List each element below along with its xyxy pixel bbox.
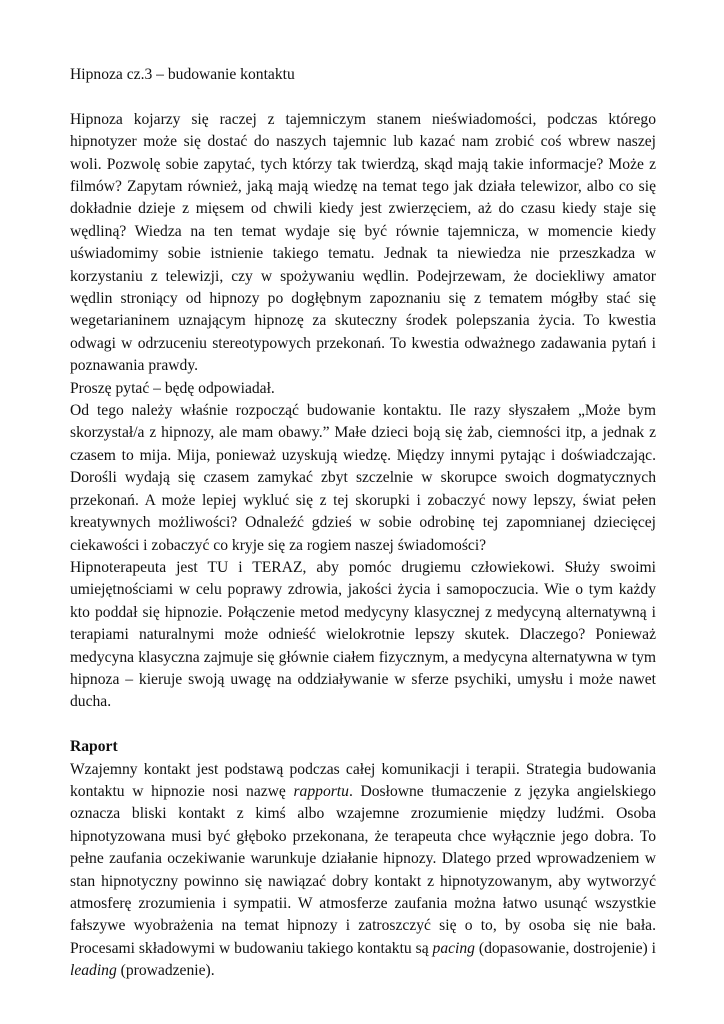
term-leading: leading [70, 962, 117, 980]
paragraph-raport [70, 759, 656, 983]
section-heading-raport: Raport [70, 738, 118, 756]
paragraph-ask: Proszę pytać – będę odpowiadał. [70, 379, 275, 397]
spacer [70, 714, 656, 736]
term-rapport: rapportu [293, 782, 349, 800]
document-page [70, 64, 656, 983]
document-title: Hipnoza cz.3 – budowanie kontaktu [70, 66, 295, 83]
spacer [70, 86, 656, 108]
raport-text-2: . Dosłowne tłumaczenie z języka angielskiego oznacza bliski kontakt z kimś albo wzajemne zrozumienie między ludźmi. Osoba hipnotyzowana musi być głęboko przekonana, że terapeuta chce wyłącznie jego dobra. To pełne zaufania oczekiwanie warunkuje działanie hipnozy. Dlatego przed wprowadzeniem w stan hipnotyczny powinno się nawiązać dobry kontakt z hipnotyzowanym, aby wytworzyć atmosferę zrozumienia i sympatii. W atmosferze zaufania można łatwo usunąć wszystkie fałszywe wyobrażenia na temat hipnozy i zatroszczyć się o to, by osoba się nie bała. Procesami składowymi w budowaniu takiego kontaktu są [70, 782, 656, 957]
paragraph-hypnotherapist: Hipnoterapeuta jest TU i TERAZ, aby pomóc drugiemu człowiekowi. Służy swoimi umiejętnościami w celu poprawy zdrowia, jakości życia i samopoczucia. Wie o tym każdy kto poddał się hipnozie. Połączenie metod medycyny klasycznej z medycyną alternatywną i terapiami naturalnymi może odnieść wielokrotnie lepszy skutek. Dlaczego? Ponieważ medycyna klasyczna zajmuje się głównie ciałem fizycznym, a medycyna alternatywna w tym hipnoza – kieruje swoją uwagę na oddziaływanie w sferze psychiki, umysłu i może nawet ducha. [70, 558, 656, 711]
paragraph-contact: Od tego należy właśnie rozpocząć budowanie kontaktu. Ile razy słyszałem „Może bym skorzystał/a z hipnozy, ale mam obawy.” Małe dzieci boją się żab, ciemności itp, a jednak z czasem to mija. Mija, ponieważ uzyskują wiedzę. Między innymi pytając i doświadczając. Dorośli wydają się czasem zamykać zbyt szczelnie w skorupce swoich dogmatycznych przekonań. A może lepiej wykluć się z tej skorupki i zobaczyć nowy lepszy, świat pełen kreatywnych możliwości? Odnaleźć gdzieś w sobie odrobinę tej zapomnianej dziecięcej ciekawości i zobaczyć co kryje się za rogiem naszej świadomości? [70, 402, 656, 554]
term-pacing: pacing [432, 939, 475, 957]
raport-text-3: (dopasowanie, dostrojenie) i [474, 939, 656, 957]
raport-text-4: (prowadzenie). [116, 962, 215, 980]
paragraph-intro: Hipnoza kojarzy się raczej z tajemniczym stanem nieświadomości, podczas którego hipnotyzer może się dostać do naszych tajemnic lub kazać nam zrobić coś wbrew naszej woli. Pozwolę sobie zapytać, tych którzy tak twierdzą, skąd mają takie informacje? Może z filmów? Zapytam również, jaką mają wiedzę na temat tego jak działa telewizor, albo co się dokładnie dzieje z mięsem od chwili kiedy jest zwierzęciem, aż do czasu kiedy staje się wędliną? Wiedza na ten temat wydaje się być równie tajemnicza, w momencie kiedy uświadomimy sobie istnienie takiego tematu. Jednak ta niewiedza nie przeszkadza w korzystaniu z telewizji, czy w spożywaniu wędlin. Podejrzewam, że dociekliwy amator wędlin stroniący od hipnozy po dogłębnym zapoznaniu się z tematem mógłby stać się wegetarianinem uznającym hipnozę za skuteczny środek polepszania życia. To kwestia odwagi w odrzuceniu stereotypowych przekonań. To kwestia odważnego zadawania pytań i poznawania prawdy. [70, 110, 656, 375]
raport-text-1: Wzajemny kontakt jest podstawą podczas całej komunikacji i terapii. Strategia budowania kontaktu w hipnozie nosi nazwę [70, 760, 656, 800]
